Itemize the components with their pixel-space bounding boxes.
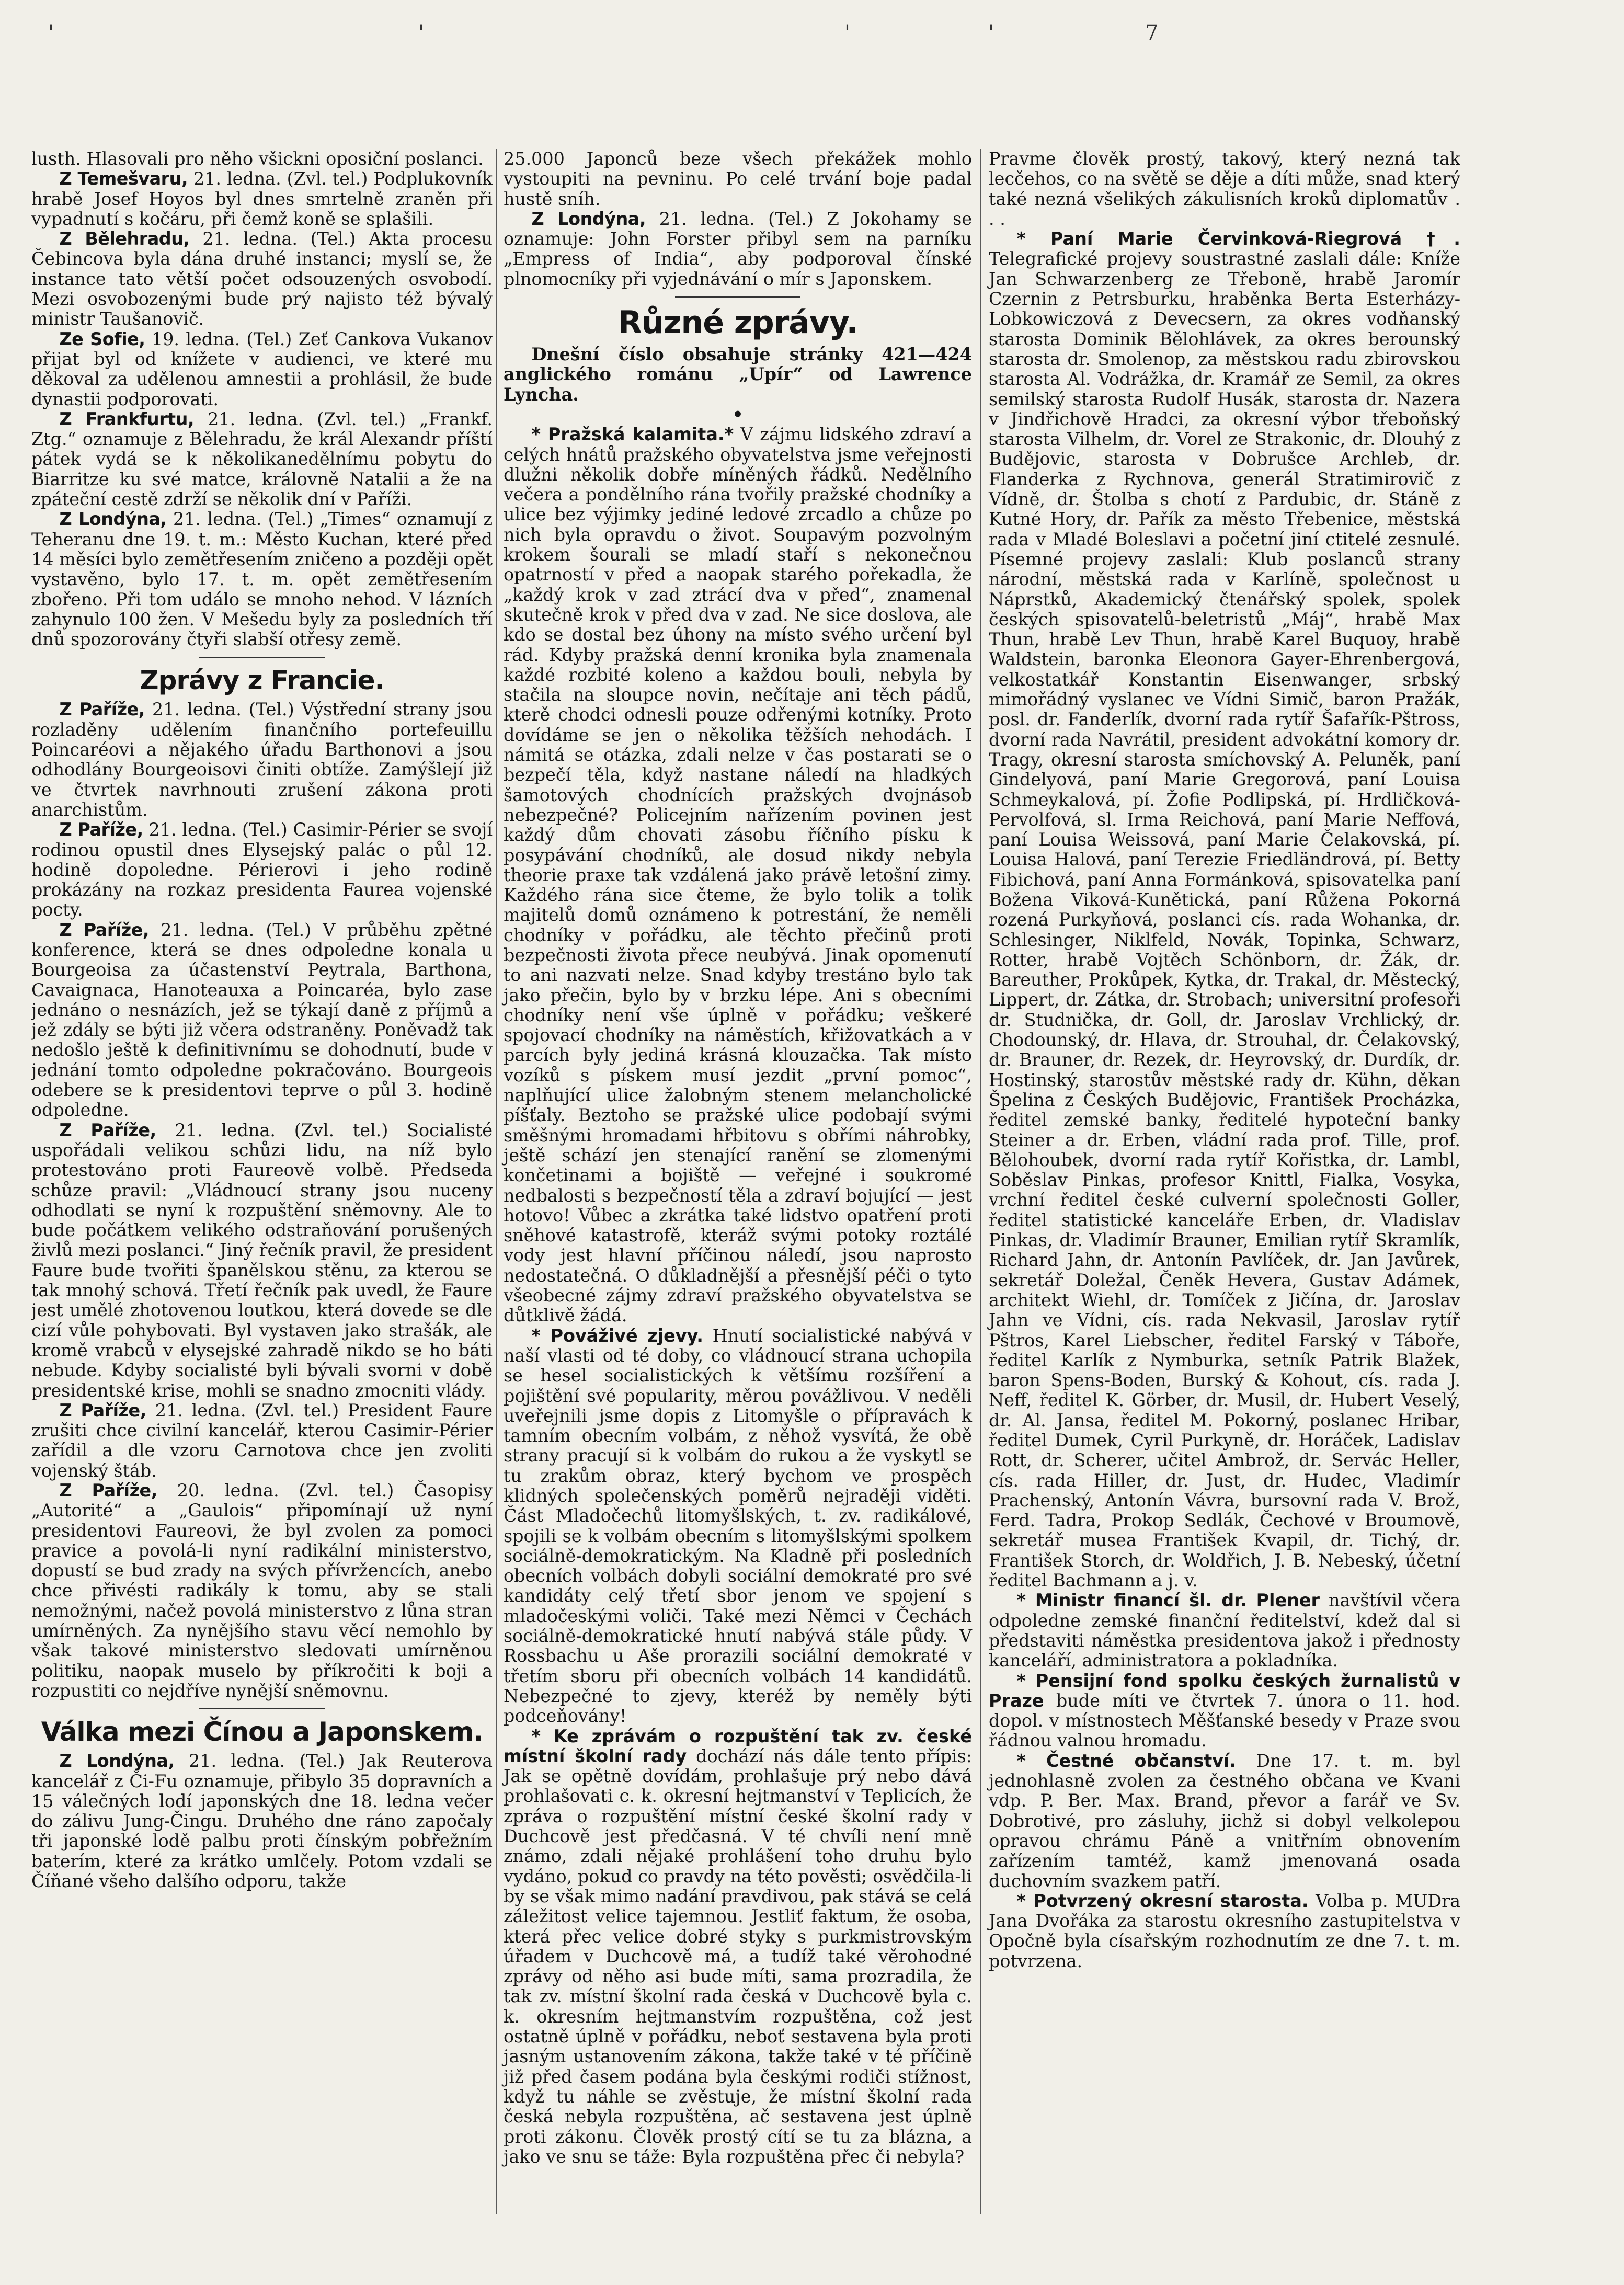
article-paragraph: lusth. Hlasovali pro něho všickni oposiční poslanci. — [31, 149, 484, 169]
rubric-title: * Čestné občanství. — [1016, 1750, 1237, 1771]
page-number: 7 — [1145, 21, 1159, 45]
section-divider — [199, 657, 325, 658]
rubric-title: * Potvrzený okresní starosta. — [1016, 1890, 1309, 1911]
dateline: Z Paříže, — [59, 819, 143, 840]
section-heading-china-japan: Válka mezi Čínou a Japonskem. — [41, 1717, 483, 1747]
article-paragraph: Pravme člověk prostý, takový, který nezná tak lecčehos, co na světě se děje a díti může, snad který také nezná všelikých zákulisních kroků diplomatův . . . — [989, 149, 1460, 229]
column-right — [986, 149, 1460, 2214]
dateline: Z Londýna, — [531, 208, 646, 229]
news-item: * Čestné občanství. Dne 17. t. m. byl jednohlasně zvolen za čestného občana ve Kvani vdp. P. Ber. Max. Brand, převor a farář ve Sv. Dobrotivé, pro zásluhy, jichž si dobyl velkolepou opravou chrámu Páně a vnitřním obnovením zařízením tamtéž, kamž jmenovaná osada duchovním svazkem patří. — [989, 1750, 1460, 1891]
news-item: * Pensijní fond spolku českých žurnalistů v Praze bude míti ve čtvrtek 7. února o 11. hod. dopol. v místnostech Měšťanské besedy v Praze svou řádnou valnou hromadu. — [989, 1670, 1460, 1751]
article-paragraph: 25.000 Japonců beze všech překážek mohlo vystoupiti na pevninu. Po celé trvání boje padal hustě sníh. — [504, 149, 972, 209]
ornament-dot: • — [732, 404, 744, 425]
news-item: * Pražská kalamita.* V zájmu lidského zdraví a celých hnátů pražského obyvatelstva jsme veřejnosti dlužni několik dobře míněných řádků. Nedělního večera a pondělního rána tvořily pražské chodníky a ulice bez výjimky jediné ledové zrcadlo a chůze po nich byla opravdu o život. Soupavým pozvolným krokem šourali se mladí staří s nekonečnou opatrností v před a naopak starého pořekadla, že „každý krok v zad ztrácí dva v před“, znamenal skutečně krok v před dva v zad. Ne sice doslova, ale kdo se dostal bez úhony na místo svého určení byl rád. Kdyby pražská denní kronika byla znamenala každé rozbité koleno a každou bouli, nebyla by stačila na sloupce novin, nečítaje ani těch pádů, kterě chodci odnesli pouze odřenými kotníky. Proto dovídáme se jen o několika těžších nehodách. I námitá se otázka, zdali nelze v čas postarati se o bezpečí těla, když nastane náledí na hladkých šamotových chodnících pražských dvojnásob nebezpečné? Policejním nařízením povinen jest každý dům chovati zásobu říčního písku k posypávání chodníků, ale dosud nikdy nebyla theorie praxe tak vzdálená jako právě letošní zimy. Každého rána sice čteme, že bylo tolik a tolik majitelů domů oznámeno k potrestání, že neměli chodníky v pořádku, ale těchto přečinů proti bezpečnosti života přece neubývá. Jinak opomenutí to ani nazvati nelze. Snad kdyby trestáno bylo tak jako přečin, bylo by v brzku lépe. Ani s obecními chodníky není vše úplně v pořádku; veškeré spojovací chodníky na náměstích, křižovatkách a v parcích byly jediná krásná klouzačka. Tak místo vozíků s pískem musí jezdit „první pomoc“, naplňující ulice žalobným stenem melancholické píšťaly. Beztoho se pražské ulice podobají svými směšnými hromadami hřbitovu s obřími náhrobky, ještě schází jen stenající ranění se zlomenými končetinami a bojiště — veřejné i soukromé nedbalosti s bezpečností těla a zdraví bojující — jest hotovo! Vůbec a zkrátka také lidstvo opatření proti sněhové katastrofě, kteráž svými potoky roztálé vody jest hlavní příčinou náledí, jsou naprosto nedostatečná. O důkladnější a přesnější péči o tyto všeobecné zájmy zdraví pražského obyvatelstva se důtklivě žádá. — [504, 424, 972, 1326]
dateline: Z Temešvaru, — [59, 168, 188, 189]
news-item: Z Bělehradu, 21. ledna. (Tel.) Akta procesu Čebincova byla dána druhé instanci; myslí se, že instance tato větší počet odsouzených osvobodí. Mezi osvobozenými bude prý najisto též bývalý ministr Taušanovič. — [31, 229, 493, 329]
dateline: Z Paříže, — [59, 1480, 157, 1501]
news-item: * Ministr financí šl. dr. Plener navštívil včera odpoledne zemské finanční ředitelství, kdež dal si představiti náměstka presidentova jakož i přednosty kanceláří, administratora a pokladníka. — [989, 1590, 1460, 1671]
news-item: Z Paříže, 21. ledna. (Zvl. tel.) President Faure zrušiti chce civilní kancelář, kterou Casimir-Périer zařídil a dle vzoru Carnotova chce jen zvoliti vojenský štáb. — [31, 1400, 493, 1481]
news-item: Z Paříže, 21. ledna. (Tel.) V průběhu zpětné konference, která se dnes odpoledne konala u Bourgeoisa za účastenství Peytrala, Barthona, Cavaignaca, Hanoteauxa a Poincaréa, bylo zase jednáno o nesnázích, jež se týkají daně z příjmů a jež zdály se býti již včera odstraněny. Poněvadž tak nedošlo ještě k definitivnímu se dohodnutí, bude v jednání tomto odpoledne pokračováno. Bourgeois odebere se k presidentovi teprve o půl 3. hodině odpoledne. — [31, 919, 493, 1121]
rubric-title: * Paní Marie Červinková-Riegrová †. — [1016, 229, 1460, 249]
dateline: Z Londýna, — [59, 509, 167, 530]
news-item: Ze Sofie, 19. ledna. (Tel.) Zeť Cankova Vukanov přijat byl od knížete v audienci, ve které mu děkoval za udělenou amnestii a prohlásil, že bude dynastii podporovati. — [31, 328, 493, 409]
column-middle — [499, 149, 976, 2214]
section-heading-various-news: Různé zprávy. — [617, 304, 858, 341]
news-item: * Paní Marie Červinková-Riegrová †. Telegrafické projevy soustrastné zaslali dále: Kníže Jan Schwarzenberg ze Třeboně, hrabě Jaromír Czernin z Petrsburku, hraběnka Berta Esterházy-Lobkowiczová z Devecsern, za okres vodňanský starosta Dominik Bělohlávek, za okres berounský starosta dr. Smolenop, za městskou radu zbirovskou starosta Al. Vodrážka, dr. Kramář ze Semil, za okres semilský starosta Rudolf Husák, starosta dr. Nazera v Jindřichově Hradci, za okresní výbor třeboňský starosta Vilhelm, dr. Vorel ze Strakonic, dr. Dlouhý z Budějovic, starosta v Dobrušce Archleb, dr. Flanderka z Rychnova, generál Stratimirovič z Vídně, dr. Štolba s chotí z Pardubic, dr. Stáně z Kutné Hory, dr. Pařík za město Třebenice, městská rada v Mladé Boleslavi a početní jiní ctitelé zesnulé. Písemné projevy zaslali: Klub poslanců strany národní, městská rada v Karlíně, společnost u Náprstků, Akademický čtenářský spolek, spolek českých spisovatelů-beletristů „Máj“, hrabě Max Thun, hrabě Lev Thun, hrabě Karel Buquoy, hrabě Waldstein, baronka Eleonora Gayer-Ehrenbergová, velkostatkář Konstantin Eisenwanger, srbský mimořádný vyslanec ve Vídni Simič, baron Pražák, posl. dr. Fanderlík, dvorní rada rytíř Šafařík-Pštross, dvorní rada Navrátil, president advokátní komory dr. Tragy, okresní starosta smíchovský A. Peluněk, paní Gindelyová, paní Marie Gregorová, paní Louisa Schmeykalová, pí. Žofie Podlipská, pí. Hrdličková-Pervolfová, sl. Irma Reichová, paní Marie Neffová, paní Louisa Weissová, paní Marie Čelakovská, pí. Louisa Halová, paní Terezie Friedländrová, pí. Betty Fibichová, paní Anna Formánková, spisovatelka paní Božena Viková-Kunětická, paní Růžena Pokorná rozená Purkyňová, poslanci cís. rada Wohanka, dr. Schlesinger, Niklfeld, Novák, Topinka, Schwarz, Rotter, hrabě Vojtěch Schönborn, dr. Žák, dr. Bareuther, Prokůpek, Kytka, dr. Trakal, dr. Městecký, Lippert, dr. Zátka, dr. Strobach; universitní profesoři dr. Studnička, dr. Goll, dr. Jaroslav Vrchlický, dr. Chodounský, dr. Hlava, dr. Strouhal, dr. Čelakovský, dr. Brauner, dr. Rezek, dr. Heyrovský, dr. Durdík, dr. Hostinský, starostův městské rady dr. Kühn, děkan Špelina z Českých Budějovic, František Procházka, ředitel zemské banky, ředitelé hypoteční banky Steiner a dr. Erben, vládní rada prof. Tille, prof. Bělohoubek, dvorní rada rytíř Kořistka, dr. Lambl, Soběslav Pinkas, profesor Knittl, Fialka, Vosyka, vrchní ředitel české culverní společnosti Goller, ředitel statistické kanceláře Erben, dr. Vladislav Pinkas, dr. Vladimír Brauner, Emilian rytíř Skramlík, Richard Jahn, dr. Antonín Pavlíček, dr. Jan Javůrek, sekretář Doležal, Čeněk Hevera, Gustav Adámek, architekt Wiehl, dr. Tomíček z Jičína, dr. Jaroslav Jahn ve Vídni, cís. rada Nekvasil, Jaroslav rytíř Pštros, Karel Liebscher, ředitel Farský v Táboře, ředitel Karlík z Nymburka, setník Patrik Blažek, baron Spens-Boden, Burský & Kohout, cís. rada J. Neff, ředitel K. Görber, dr. Musil, dr. Hubert Veselý, dr. Al. Jansa, ředitel M. Pokorný, poslanec Hribar, ředitel Dumek, Cyril Purkyně, dr. Horáček, Ladislav Rott, dr. Scherer, učitel Ambrož, dr. Servác Heller, cís. rada Hiller, dr. Just, dr. Hudec, Vladimír Prachenský, Antonín Vávra, bursovní rada V. Brož, Ferd. Tadra, Prokop Sedlák, Čechové v Broumově, sekretář musea František Kvapil, dr. Tichý, dr. František Storch, dr. Woldřich, J. B. Nebeský, účetní ředitel Bachmann a j. v. — [989, 229, 1460, 1591]
rubric-title: * Ministr financí šl. dr. Plener — [1016, 1590, 1320, 1611]
rubric-title: * Ke zprávám o rozpuštění tak zv. české místní školní rady — [504, 1726, 972, 1766]
column-rule — [496, 149, 497, 2214]
news-item: Z Paříže, 21. ledna. (Tel.) Výstřední strany jsou rozladěny udělením finančního portefeuillu Poincaréovi a nějakého úřadu Barthonovi a jsou odhodlány Bourgeoisovi činiti obtíže. Zamýšlejí již ve čtvrtek navrhnouti zrušení zákona proti anarchistům. — [31, 699, 493, 820]
top-mark-3: ' — [844, 21, 850, 45]
news-item: Z Temešvaru, 21. ledna. (Zvl. tel.) Podplukovník hrabě Josef Hoyos byl dnes smrtelně zraněn při vypadnutí s kočáru, při čemž koně se splašili. — [31, 168, 493, 229]
news-item: Z Frankfurtu, 21. ledna. (Zvl. tel.) „Frankf. Ztg.“ oznamuje z Bělehradu, že král Alexandr příští pátek vydá se k několikanedělnímu pobytu do Biarritze ku své matce, královně Natalii a že na zpáteční cestě zdrží se několik dní v Paříži. — [31, 408, 493, 510]
dateline: Ze Sofie, — [59, 328, 145, 349]
top-mark-4: ' — [988, 21, 994, 45]
novel-notice: Dnešní číslo obsahuje stránky 421—424 anglického románu „Upír“ od Lawrence Lyncha. — [504, 344, 972, 405]
dateline: Z Paříže, — [59, 1119, 156, 1140]
news-item: Z Londýna, 21. ledna. (Tel.) Jak Reuterova kancelář z Či-Fu oznamuje, přibylo 35 dopravních a 15 válečných lodí japonských dne 18. ledna večer do zálivu Jung-Čingu. Druhého dne ráno započaly tři japonské lodě palbu proti čínským pobřežním baterím, které za krátko umlčely. Potom vzdali se Číňané všeho dalšího odporu, takže — [31, 1751, 493, 1892]
news-item: Z Paříže, 20. ledna. (Zvl. tel.) Časopisy „Autorité“ a „Gaulois“ připomínají už nyní presidentovi Faureovi, že byl zvolen za pomoci pravice a povolá-li nyní radikální ministerstvo, dopustí se bud zrady na svých přívržencích, anebo chce přivésti radikály k tomu, aby se stali nemožnými, načež povolá ministerstvo z lůna stran umírněných. Za nynějšího stavu věcí nemohlo by však takové ministerstvo sledovati umírněnou politiku, naopak muselo by příkročiti k boji a rozpustiti co nejdříve nynější sněmovnu. — [31, 1480, 493, 1701]
section-divider — [675, 296, 800, 298]
news-item: * Ke zprávám o rozpuštění tak zv. české místní školní rady dochází nás dále tento přípis: Jak se opětně dovídám, prohlašuje prý nebo dává prohlašovati c. k. okresní hejtmanství v Teplicích, že zpráva o rozpuštění místní české školní rady v Duchcově jest předčasná. V té chvíli není mně známo, zdali nějaké prohlášení toho druhu bylo vydáno, pokud co pravdy na této pověsti; osvědčila-li by se však mimo nadání pravdivou, pak stává se celá záležitost velice tajemnou. Jestliť faktum, že osoba, která přec velice dobré styky s purkmistrovským úřadem v Duchcově má, a tudíž také věrohodné zprávy od něho asi bude míti, sama prozradila, že tak zv. místní školní rada česká v Duchcově byla c. k. okresním hejtmanstvím rozpuštěna, což jest ostatně úplně v pořádku, neboť sestavena byla proti jasným ustanovením zákona, takže také v té příčině již před časem podána byla českými rodiči stížnost, když tu náhle se zvěstuje, že místní školní rada česká nebyla rozpuštěna, ač sestavena jest úplně proti zákonu. Člověk prostý cítí se tu za blázna, a jako ve snu se táže: Byla rozpuštěna přec či nebyla? — [504, 1726, 972, 2167]
section-heading-france: Zprávy z Francie. — [140, 665, 384, 696]
dateline: Z Bělehradu, — [59, 229, 190, 249]
news-item: * Potvrzený okresní starosta. Volba p. MUDra Jana Dvořáka za starostu okresního zastupitelstva v Opočně byla císařským rozhodnutím ze dne 7. t. m. potvrzena. — [989, 1890, 1460, 1971]
dateline: Z Paříže, — [59, 919, 150, 940]
news-item: Z Paříže, 21. ledna. (Tel.) Casimir-Périer se svojí rodinou opustil dnes Elysejský palác o půl 12. hodině dopoledne. Périerovi i jeho rodině prokázány na rozkaz presidenta Faurea vojenské pocty. — [31, 819, 493, 920]
dateline: Z Londýna, — [59, 1751, 175, 1772]
news-item: Z Paříže, 21. ledna. (Zvl. tel.) Socialisté uspořádali velikou schůzi lidu, na níž bylo protestováno proti Faureově volbě. Předseda schůze pravil: „Vládnoucí strany jsou nuceny odhodlati se nyní k rozpuštění sněmovny. Ale to bude počátkem velikého odstraňování porušených živlů mezi poslanci.“ Jiný řečník pravil, že president Faure bude tvořiti španělskou stěnu, za kterou se tak mnohý schová. Třetí řečník pak uvedl, že Faure jest umělé zhotovenou loutkou, která dovede se dle cizí vůle pohybovati. Byl vystaven jako strašák, ale kromě vrabců v elysejské zahradě nikdo se ho báti nebude. Kdyby socialisté byli bývali svorni v době presidentské krise, mohli se snadno zmocniti vlády. — [31, 1119, 493, 1401]
news-item: * Pováživé zjevy. Hnutí socialistické nabývá v naší vlasti od té doby, co vládnoucí strana uchopila se hesel socialistických k většímu rozšíření a pojištění své popularity, měrou povážlivou. V neděli uveřejnili jsme dopis z Litomyšle o přípravách k tamním obecním volbám, z něhož vysvítá, že obě strany pracují si k volbám do rukou a že vyskytl se tu zrakům obraz, který bychom ve prospěch klidných společenských poměrů nejraději viděti. Část Mladočechů litomyšlských, t. zv. radikálové, spojili se k volbám obecním s litomyšlskými spolkem sociálně-demokratickým. Na Kladně při posledních obecních volbách dobyli sociální demokraté pro své kandidáty celý třetí sbor jenom ve spojení s mladočeskými voliči. Také mezi Němci v Čechách sociálně-demokratické hnutí nabývá stále půdy. V Rossbachu u Aše prorazili sociální demokraté v třetím sboru při obecních volbách 14 kandidátů. Nebezpečné to zjevy, kteréž by neměly býti podceňovány! — [504, 1325, 972, 1727]
top-mark-1: ' — [48, 21, 54, 45]
dateline: Z Paříže, — [59, 699, 145, 720]
rubric-title: * Pražská kalamita.* — [531, 424, 734, 445]
column-left — [31, 149, 496, 2214]
top-mark-2: ' — [418, 21, 424, 45]
column-rule — [980, 149, 981, 2214]
dateline: Z Frankfurtu, — [59, 408, 195, 429]
news-item: Z Londýna, 21. ledna. (Tel.) Z Jokohamy se oznamuje: John Forster přibyl sem na parníku „Empress of India“, aby podporoval čínské plnomocníky při vyjednávání o mír s Japonskem. — [504, 208, 972, 289]
rubric-title: * Pensijní fond spolku českých žurnalistů v Praze — [989, 1670, 1460, 1711]
rubric-title: * Pováživé zjevy. — [531, 1325, 703, 1346]
dateline: Z Paříže, — [59, 1400, 146, 1421]
news-item: Z Londýna, 21. ledna. (Tel.) „Times“ oznamují z Teheranu dne 19. t. m.: Město Kuchan, které před 14 měsíci bylo zemětřesením zničeno a později opět vystavěno, bylo 17. t. m. opět zemětřesením zbořeno. Při tom událo se mnoho nehod. V lázních zahynulo 100 žen. V Mešedu byly za posledních tří dnů spozorovány čtyři slabší otřesy země. — [31, 509, 493, 650]
section-divider — [199, 1708, 325, 1709]
